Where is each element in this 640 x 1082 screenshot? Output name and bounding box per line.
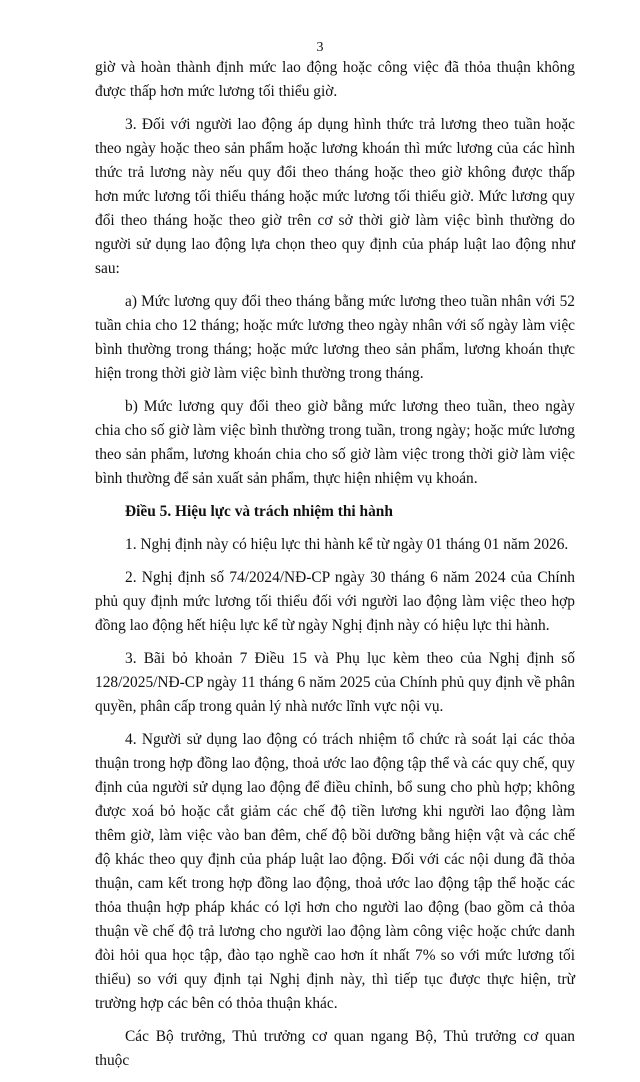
paragraph-continuation: giờ và hoàn thành định mức lao động hoặc công việc đã thỏa thuận không được thấp hơn mức lương tối thiểu giờ. [95, 59, 575, 100]
document-body [95, 56, 575, 1082]
paragraph: 3. Đối với người lao động áp dụng hình thức trả lương theo tuần hoặc theo ngày hoặc theo sản phẩm hoặc lương khoán thì mức lương của các hình thức trả lương này nếu quy đổi theo tháng hoặc theo giờ không được thấp hơn mức lương tối thiểu tháng hoặc mức lương tối thiểu giờ. Mức lương quy đổi theo tháng hoặc theo giờ trên cơ sở thời giờ làm việc bình thường do người sử dụng lao động lựa chọn theo quy định của pháp luật lao động như sau: [95, 116, 575, 277]
page-number: 3 [316, 40, 324, 55]
paragraph: b) Mức lương quy đổi theo giờ bằng mức lương theo tuần, theo ngày chia cho số giờ làm việc bình thường trong tuần, trong ngày; hoặc mức lương theo sản phẩm, lương khoán chia cho số giờ làm việc trong thời giờ làm việc bình thường để sản xuất sản phẩm, thực hiện nhiệm vụ khoán. [95, 398, 575, 487]
paragraph: 1. Nghị định này có hiệu lực thi hành kể từ ngày 01 tháng 01 năm 2026. [125, 536, 569, 553]
paragraph: a) Mức lương quy đổi theo tháng bằng mức lương theo tuần nhân với 52 tuần chia cho 12 tháng; hoặc mức lương theo ngày nhân với số ngày làm việc bình thường trong tháng; hoặc mức lương theo sản phẩm, lương khoán thực hiện trong thời giờ làm việc bình thường trong tháng. [95, 293, 575, 382]
paragraph: 4. Người sử dụng lao động có trách nhiệm tổ chức rà soát lại các thỏa thuận trong hợp đồng lao động, thoả ước lao động tập thể và các quy chế, quy định của người sử dụng lao động để điều chỉnh, bổ sung cho phù hợp; không được xoá bỏ hoặc cắt giảm các chế độ tiền lương khi người lao động làm thêm giờ, làm việc vào ban đêm, chế độ bồi dưỡng bằng hiện vật và các chế độ khác theo quy định của pháp luật lao động. Đối với các nội dung đã thỏa thuận, cam kết trong hợp đồng lao động, thoả ước lao động tập thể hoặc các thỏa thuận hợp pháp khác có lợi hơn cho người lao động (bao gồm cả thỏa thuận về chế độ trả lương cho người lao động làm công việc hoặc chức danh đòi hỏi qua học tập, đào tạo nghề cao hơn ít nhất 7% so với mức lương tối thiểu) so với quy định tại Nghị định này, thì tiếp tục được thực hiện, trừ trường hợp các bên có thỏa thuận khác. [95, 731, 575, 1012]
paragraph: 3. Bãi bỏ khoản 7 Điều 15 và Phụ lục kèm theo của Nghị định số 128/2025/NĐ-CP ngày 11 tháng 6 năm 2025 của Chính phủ quy định về phân quyền, phân cấp trong quản lý nhà nước lĩnh vực nội vụ. [95, 650, 575, 715]
article-heading: Điều 5. Hiệu lực và trách nhiệm thi hành [125, 503, 393, 520]
paragraph: 2. Nghị định số 74/2024/NĐ-CP ngày 30 tháng 6 năm 2024 của Chính phủ quy định mức lương tối thiểu đối với người lao động làm việc theo hợp đồng lao động hết hiệu lực kể từ ngày Nghị định này có hiệu lực thi hành. [95, 569, 575, 634]
paragraph: Các Bộ trưởng, Thủ trưởng cơ quan ngang Bộ, Thủ trưởng cơ quan thuộc [95, 1028, 575, 1069]
